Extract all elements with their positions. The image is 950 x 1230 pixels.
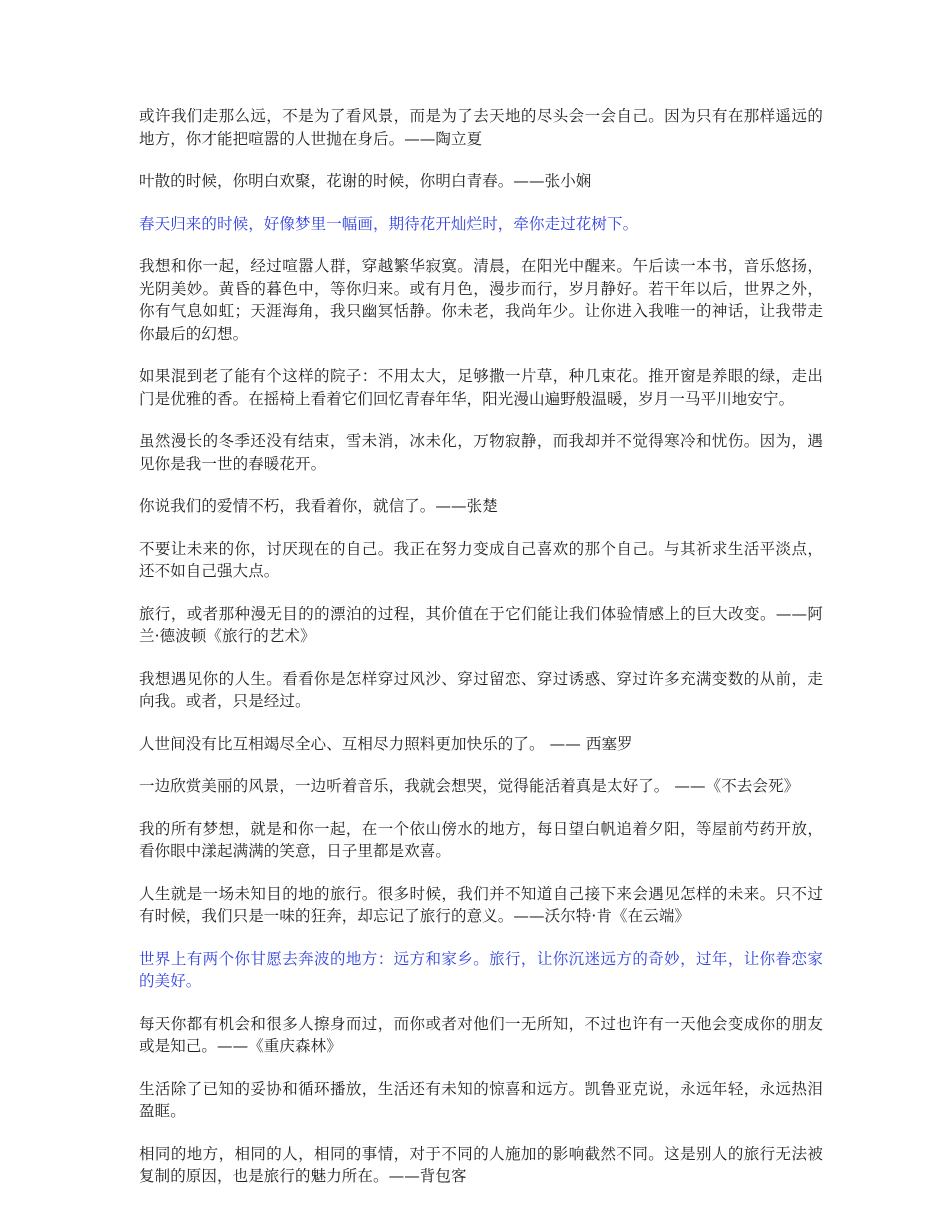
paragraph-9: 旅行，或者那种漫无目的的漂泊的过程，其价值在于它们能让我们体验情感上的巨大改变。——阿兰·德波顿《旅行的艺术》 (139, 604, 823, 645)
paragraph-18: 相同的地方，相同的人，相同的事情，对于不同的人施加的影响截然不同。这是别人的旅行无法被复制的原因，也是旅行的魅力所在。——背包客 (139, 1144, 823, 1185)
paragraph-1: 或许我们走那么远，不是为了看风景，而是为了去天地的尽头会一会自己。因为只有在那样遥远的地方，你才能把喧嚣的人世抛在身后。——陶立夏 (139, 107, 823, 148)
paragraph-17: 生活除了已知的妥协和循环播放，生活还有未知的惊喜和远方。凯鲁亚克说，永远年轻，永远热泪盈眶。 (139, 1079, 823, 1120)
paragraph-13: 我的所有梦想，就是和你一起，在一个依山傍水的地方，每日望白帆追着夕阳，等屋前芍药开放，看你眼中漾起满满的笑意，日子里都是欢喜。 (139, 819, 823, 860)
paragraph-15: 世界上有两个你甘愿去奔波的地方：远方和家乡。旅行，让你沉迷远方的奇妙，过年，让你眷恋家的美好。 (139, 949, 823, 990)
paragraph-14: 人生就是一场未知目的地的旅行。很多时候，我们并不知道自己接下来会遇见怎样的未来。只不过有时候，我们只是一味的狂奔，却忘记了旅行的意义。——沃尔特·肯《在云端》 (139, 884, 823, 925)
paragraph-11: 人世间没有比互相竭尽全心、互相尽力照料更加快乐的了。 —— 西塞罗 (139, 734, 633, 753)
paragraph-5: 如果混到老了能有个这样的院子：不用太大，足够撒一片草，种几束花。推开窗是养眼的绿，走出门是优雅的香。在摇椅上看着它们回忆青春年华，阳光漫山遍野般温暖，岁月一马平川地安宁。 (139, 367, 823, 408)
paragraph-12: 一边欣赏美丽的风景，一边听着音乐，我就会想哭，觉得能活着真是太好了。 ——《不去会死》 (139, 777, 800, 795)
paragraph-4: 我想和你一起，经过喧嚣人群，穿越繁华寂寞。清晨，在阳光中醒来。午后读一本书，音乐悠扬，光阴美妙。黄昏的暮色中，等你归来。或有月色，漫步而行，岁月静好。若干年以后，世界之外，你有气息如虹；天涯海角，我只幽冥恬静。你未老，我尚年少。让你进入我唯一的神话，让我带走你最后的幻想。 (139, 257, 823, 343)
paragraph-6: 虽然漫长的冬季还没有结束，雪未消，冰未化，万物寂静，而我却并不觉得寒冷和忧伤。因为，遇见你是我一世的春暖花开。 (139, 432, 823, 473)
paragraph-7: 你说我们的爱情不朽，我看着你，就信了。——张楚 (139, 497, 498, 515)
document-body (139, 105, 823, 1208)
paragraph-2: 叶散的时候，你明白欢聚，花谢的时候，你明白青春。——张小娴 (139, 172, 592, 190)
paragraph-3: 春天归来的时候，好像梦里一幅画，期待花开灿烂时，牵你走过花树下。 (139, 214, 639, 233)
paragraph-8: 不要让未来的你，讨厌现在的自己。我正在努力变成自己喜欢的那个自己。与其祈求生活平淡点，还不如自己强大点。 (139, 539, 823, 580)
paragraph-10: 我想遇见你的人生。看看你是怎样穿过风沙、穿过留恋、穿过诱惑、穿过许多充满变数的从前，走向我。或者，只是经过。 (139, 669, 823, 710)
paragraph-16: 每天你都有机会和很多人擦身而过，而你或者对他们一无所知，不过也许有一天他会变成你的朋友或是知己。——《重庆森林》 (139, 1014, 823, 1055)
